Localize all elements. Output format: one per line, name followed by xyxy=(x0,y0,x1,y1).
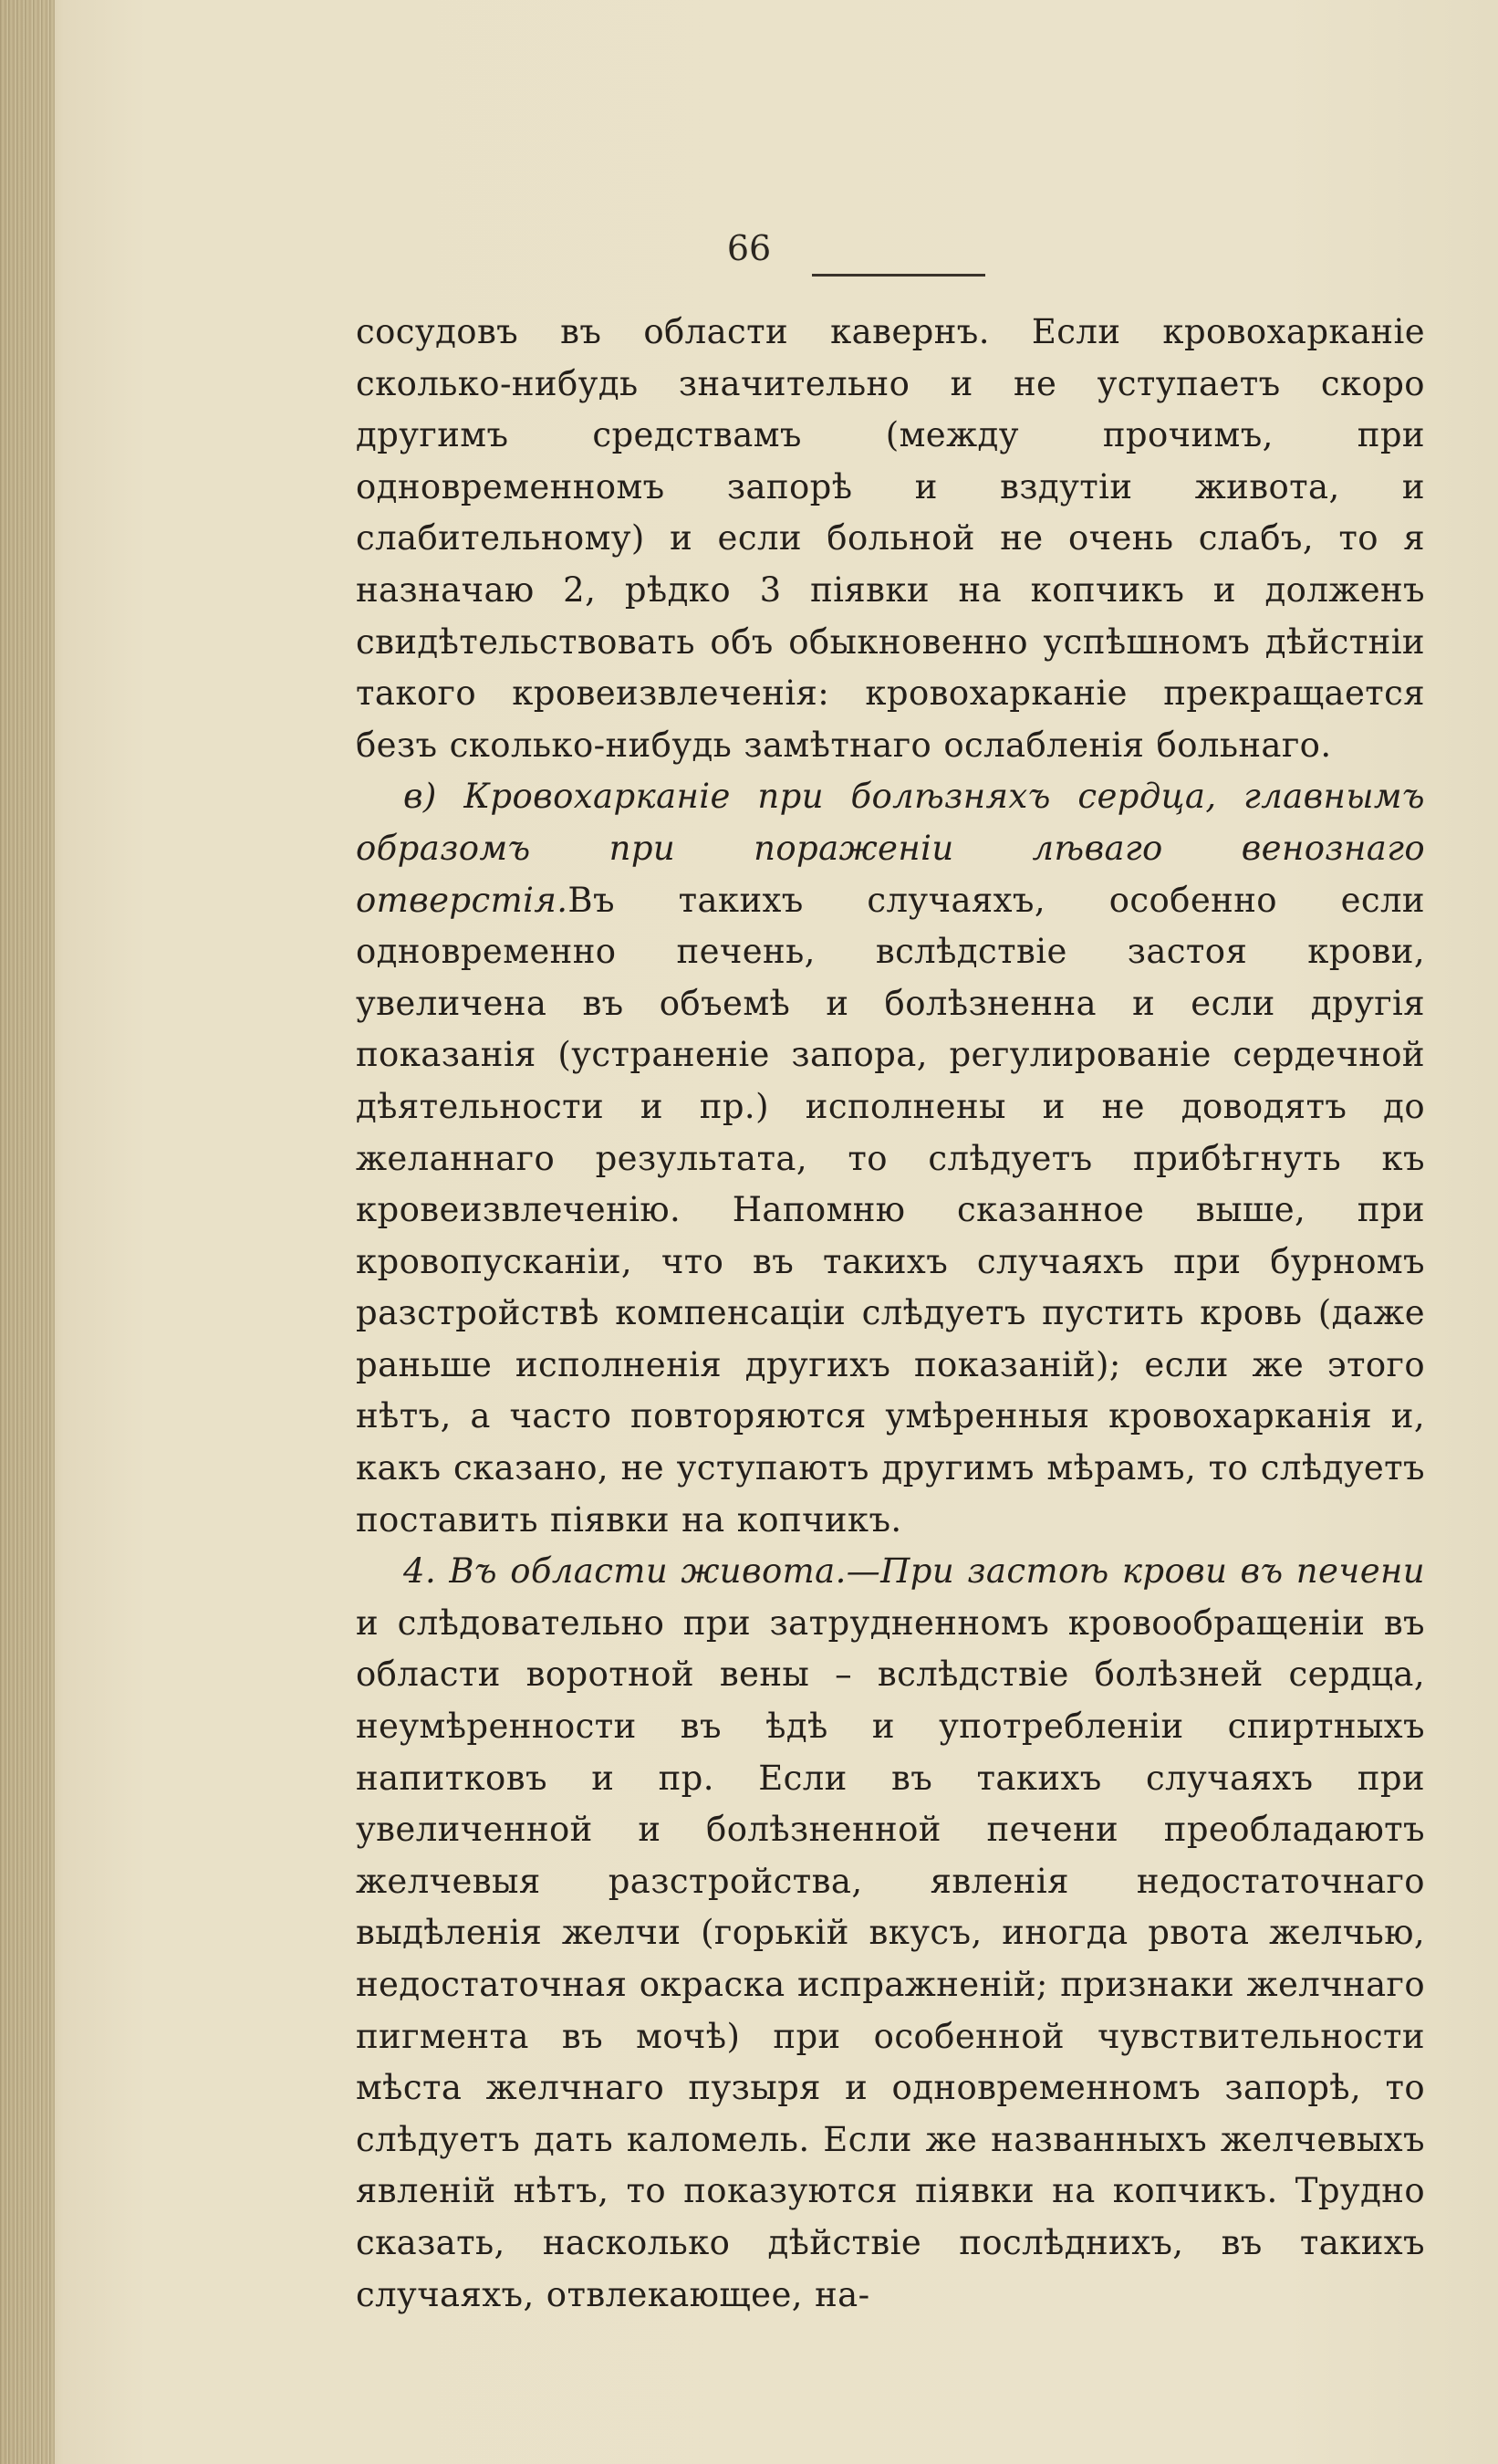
book-spine-edge xyxy=(0,0,55,2464)
paragraph-text: Въ такихъ случаяхъ, особенно если одновременно печень, вслѣдствіе застоя крови, увеличена въ объемѣ и болѣзненна и если другія показанія (устраненіе запора, регулированіе сердечной дѣятельности и пр.) исполнены и не доводятъ до желаннаго результата, то слѣдуетъ прибѣгнуть къ кровеизвлеченію. Напомню сказанное выше, при кровопусканіи, что въ такихъ случаяхъ при бурномъ разстройствѣ компенсаціи слѣдуетъ пустить кровь (даже раньше исполненія другихъ показаній); если же этого нѣтъ, а часто повторяются умѣренныя кровохарканія и, какъ сказано, не уступаютъ другимъ мѣрамъ, то слѣдуетъ поставить піявки на копчикъ. xyxy=(356,880,1425,1540)
body-text xyxy=(356,307,1425,2321)
page-number: 66 xyxy=(726,228,772,268)
paragraph-3 xyxy=(356,1546,1425,2321)
paragraph-2 xyxy=(356,771,1425,1546)
paragraph-lead: в) xyxy=(403,777,437,817)
paragraph-text: и слѣдовательно при затрудненномъ кровообращеніи въ области воротной вены – вслѣдствіе болѣзней сердца, неумѣренности въ ѣдѣ и употребленіи спиртныхъ напитковъ и пр. Если въ такихъ случаяхъ при увеличенной и болѣзненной печени преобладаютъ желчевыя разстройства, явленія недостаточнаго выдѣленія желчи (горькій вкусъ, иногда рвота желчью, недостаточная окраска испражненій; признаки желчнаго пигмента въ мочѣ) при особенной чувствительности мѣста желчнаго пузыря и одновременномъ запорѣ, то слѣдуетъ дать каломель. Если же названныхъ желчевыхъ явленій нѣтъ, то показуются піявки на копчикъ. Трудно сказать, насколько дѣйствіе послѣднихъ, въ такихъ случаяхъ, отвлекающее, на- xyxy=(356,1603,1425,2314)
paragraph-text: сосудовъ въ области кавернъ. Если кровохарканіе сколько-нибудь значительно и не уступаетъ скоро другимъ средствамъ (между прочимъ, при одновременномъ запорѣ и вздутіи живота, и слабительному) и если больной не очень слабъ, то я назначаю 2, рѣдко 3 піявки на копчикъ и долженъ свидѣтельствовать объ обыкновенно успѣшномъ дѣйстніи такого кровеизвлеченія: кровохарканіе прекращается безъ сколько-нибудь замѣтнаго ослабленія больнаго. xyxy=(356,312,1425,765)
section-heading: Кровохарканіе при болѣзняхъ сердца, главнымъ образомъ при пораженіи лѣваго венознаго отверстія. xyxy=(356,777,1425,920)
section-heading: Въ области живота.—При застоѣ крови въ печени xyxy=(449,1551,1425,1592)
paragraph-lead: 4. xyxy=(403,1551,437,1592)
header-rule xyxy=(812,274,985,277)
paragraph-1 xyxy=(356,307,1425,771)
